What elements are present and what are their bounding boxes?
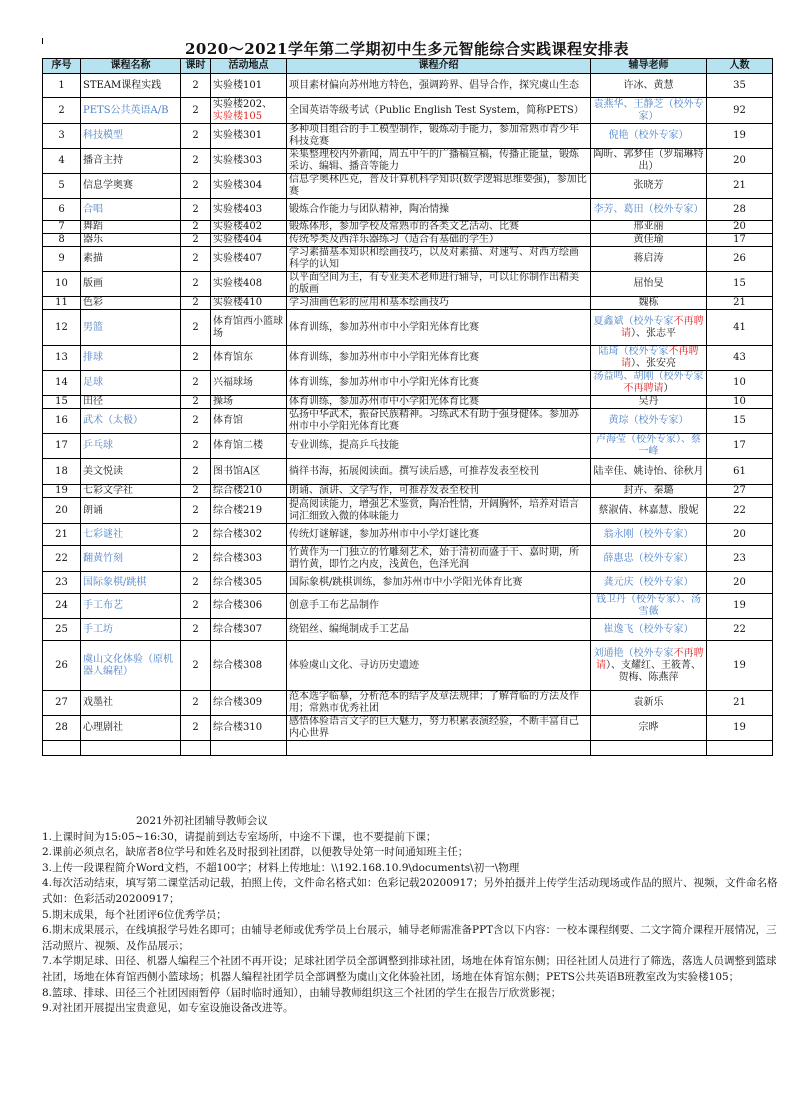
cell-place: 综合楼303 [211,546,287,572]
cell-place: 综合楼307 [211,619,287,641]
cell-count: 19 [707,594,773,619]
cell-no: 18 [43,459,81,485]
notes-heading: 2021外初社团辅导教师会议 [136,815,268,827]
empty-cell [707,741,773,756]
cell-no: 25 [43,619,81,641]
header-intro: 课程介绍 [287,59,591,74]
table-row [43,297,773,310]
cell-course-name: 信息学奥赛 [81,174,181,199]
teacher-name: 陆琦（校外专家 [598,346,669,357]
cell-hours: 2 [181,310,211,346]
table-row [43,346,773,371]
cell-place: 实验楼304 [211,174,287,199]
cell-teacher: 屈怡旻 [591,272,707,297]
cell-hours: 2 [181,619,211,641]
cell-place: 实验楼403 [211,199,287,221]
note-item: 2.课前必须点名，缺席者8位学号和姓名及时报到社团群，以便教导处第一时间通知班主任； [42,846,469,859]
table-row [43,272,773,297]
cell-intro: 项目素材偏向苏州地方特色，强调跨界、倡导合作，探究虞山生态 [287,74,591,98]
cell-no: 4 [43,149,81,174]
place-line-changed: 实验楼105 [213,110,263,122]
teacher-name: 夏鑫斌（校外专家 [593,315,674,327]
cell-no: 5 [43,174,81,199]
cell-hours: 2 [181,174,211,199]
table-header-row [43,59,773,74]
table-body [43,74,773,756]
cell-course-name: PETS公共英语A/B [81,98,181,124]
cell-intro: 徜徉书海，拓展阅读面。撰写读后感，可推荐发表至校刊 [287,459,591,485]
cell-place: 实验楼301 [211,124,287,149]
cell-count: 15 [707,272,773,297]
cell-count: 61 [707,459,773,485]
table-row [43,310,773,346]
cell-teacher [591,641,707,691]
cell-course-name: 色彩 [81,297,181,310]
cell-count: 19 [707,641,773,691]
cell-hours: 2 [181,247,211,272]
cell-hours: 2 [181,272,211,297]
empty-cell [287,741,591,756]
cell-no: 12 [43,310,81,346]
cell-count: 20 [707,572,773,594]
cell-teacher: 钱卫丹（校外专家）、汤雪薇 [591,594,707,619]
teacher-name: 汤益鸣、胡刚（校外专家 [593,371,704,382]
cell-course-name: 美文悦读 [81,459,181,485]
cell-place: 图书馆A区 [211,459,287,485]
cell-count: 10 [707,371,773,396]
cell-hours: 2 [181,149,211,174]
cell-no: 27 [43,691,81,716]
cell-intro: 采集整理校内外新闻，周五中午的广播稿宣稿，传播正能量，锻炼采访、编辑、播音等能力 [287,149,591,174]
cell-count: 92 [707,98,773,124]
cell-hours: 2 [181,498,211,524]
table-row [43,396,773,409]
cell-count: 35 [707,74,773,98]
header-place: 活动地点 [211,59,287,74]
cell-teacher: 袁燕华、王静芝（校外专家） [591,98,707,124]
cell-count: 21 [707,297,773,310]
cell-hours: 2 [181,641,211,691]
cell-place: 体育馆 [211,409,287,434]
cell-hours: 2 [181,594,211,619]
table-row [43,716,773,741]
cell-teacher: 卢海莹（校外专家）、蔡一峰 [591,434,707,459]
cell-place: 综合楼305 [211,572,287,594]
empty-row [43,741,773,756]
cell-place: 实验楼407 [211,247,287,272]
table-row [43,641,773,691]
cell-teacher [591,371,707,396]
cell-course-name: 足球 [81,371,181,396]
not-rehired-note: 不再聘请 [623,383,664,394]
table-row [43,572,773,594]
cell-hours: 2 [181,234,211,247]
cell-place: 体育馆二楼 [211,434,287,459]
header-count: 人数 [707,59,773,74]
teacher-name-tail: ） [663,383,674,394]
teacher-name: 刘通艳（校外专家 [593,647,674,659]
cell-hours: 2 [181,572,211,594]
cell-teacher: 蒋启涛 [591,247,707,272]
cell-no: 13 [43,346,81,371]
cell-teacher: 黄佳瑜 [591,234,707,247]
note-item: 9.对社团开展提出宝贵意见，如专室设施设备改进等。 [42,1002,294,1015]
table-row [43,247,773,272]
note-item: 7.本学期足球、田径、机器人编程三个社团不再开设；足球社团学员全部调整到排球社团，场地在体育馆东侧；田径社团人员进行了筛选，落选人员调整到篮球社团，场地在体育馆西侧小篮球场；机器人编程社团学员全部调整为虞山文化体验社团，场地在体育馆东侧；PETS公共英语B班教室改为实验楼105； [42,955,777,983]
empty-cell [181,741,211,756]
cell-intro: 学习油画色彩的应用和基本绘画技巧 [287,297,591,310]
cell-teacher: 李芳、葛田（校外专家） [591,199,707,221]
cell-hours: 2 [181,716,211,741]
cell-count: 17 [707,434,773,459]
cell-no: 22 [43,546,81,572]
cell-intro: 学习素描基本知识和绘画技巧，以及对素描、对速写、对西方绘画科学的认知 [287,247,591,272]
cell-course-name: 翻黄竹刻 [81,546,181,572]
note-item: 8.篮球、排球、田径三个社团因雨暂停（届时临时通知），由辅导教师组织这三个社团的学生在报告厅欣赏影视； [42,986,562,999]
cell-course-name: STEAM课程实践 [81,74,181,98]
cell-course-name: 武术（太极） [81,409,181,434]
cell-count: 19 [707,716,773,741]
cell-teacher: 封卉、秦璐 [591,485,707,498]
cell-intro: 全国英语等级考试（Public English Test System，简称PETS） [287,98,591,124]
cell-intro: 传统琴类及西洋乐器练习（适合有基础的学生） [287,234,591,247]
cell-hours: 2 [181,485,211,498]
cell-hours: 2 [181,691,211,716]
note-item: 6.期末成果展示，在线填报学号姓名即可；由辅导老师或优秀学员上台展示，辅导老师需准备PPT含以下内容：一校本课程纲要、二文字简介课程开展情况，三活动照片、视频、及作品展示； [42,924,777,952]
table-row [43,485,773,498]
cell-count: 21 [707,691,773,716]
cell-intro: 竹黄作为一门独立的竹雕刻艺术，始于清初而盛于干、嘉时期，所谓竹黄，即竹之内皮，浅黄色，色泽光润 [287,546,591,572]
cell-teacher: 吴丹 [591,396,707,409]
empty-cell [81,741,181,756]
header-no: 序号 [43,59,81,74]
cell-count: 20 [707,221,773,234]
table-row [43,434,773,459]
cell-intro: 传统灯谜解谜，参加苏州市中小学灯谜比赛 [287,524,591,546]
cell-course-name: 手工布艺 [81,594,181,619]
cell-hours: 2 [181,459,211,485]
table-row [43,371,773,396]
cell-no: 17 [43,434,81,459]
cell-intro: 信息学奥林匹克，普及计算机科学知识(数学逻辑思维要强)，参加比赛 [287,174,591,199]
note-item: 3.上传一段课程简介Word文档，不超100字；材料上传地址：\\192.168.10.9\documents\初一\物理 [42,861,520,874]
cell-place: 体育馆西小篮球场 [211,310,287,346]
cell-teacher: 张晓芳 [591,174,707,199]
empty-cell [591,741,707,756]
cell-count: 43 [707,346,773,371]
cell-teacher: 倪艳（校外专家） [591,124,707,149]
cell-course-name: 手工坊 [81,619,181,641]
table-row [43,199,773,221]
note-item: 1.上课时间为15:05~16:30，请提前到达专室场所，中途不下课，也不要提前下课； [42,830,437,843]
cell-teacher [591,346,707,371]
cell-intro: 锻炼合作能力与团队精神，陶冶情操 [287,199,591,221]
empty-cell [43,741,81,756]
cell-course-name: 合唱 [81,199,181,221]
cell-no: 8 [43,234,81,247]
cell-intro: 创意手工布艺品制作 [287,594,591,619]
cell-teacher: 陶昕、郭梦佳（罗瑞琳特出） [591,149,707,174]
table-row [43,546,773,572]
cell-no: 16 [43,409,81,434]
cell-intro: 体验虞山文化、寻访历史遗迹 [287,641,591,691]
not-rehired-note: 不再聘请 [596,647,704,671]
cell-intro: 体育训练，参加苏州市中小学阳光体育比赛 [287,310,591,346]
cell-hours: 2 [181,98,211,124]
table-row [43,594,773,619]
cell-count: 26 [707,247,773,272]
cell-count: 22 [707,619,773,641]
cell-count: 17 [707,234,773,247]
header-hours: 课时 [181,59,211,74]
cell-course-name: 排球 [81,346,181,371]
cell-course-name: 乒乓球 [81,434,181,459]
cell-intro: 体育训练，参加苏州市中小学阳光体育比赛 [287,371,591,396]
cell-teacher: 袁新乐 [591,691,707,716]
cell-no: 6 [43,199,81,221]
cell-no: 28 [43,716,81,741]
cell-intro: 国际象棋/跳棋训练，参加苏州市中小学阳光体育比赛 [287,572,591,594]
cell-intro: 提高阅读能力，增强艺术鉴赏，陶冶性情，开阔胸怀，培养对语言词汇细致入微的体味能力 [287,498,591,524]
cell-course-name: 朗诵 [81,498,181,524]
cell-teacher: 崔逸飞（校外专家） [591,619,707,641]
cell-hours: 2 [181,297,211,310]
cell-place: 综合楼302 [211,524,287,546]
cell-hours: 2 [181,546,211,572]
cell-place: 综合楼310 [211,716,287,741]
cell-no: 15 [43,396,81,409]
cell-no: 23 [43,572,81,594]
cell-hours: 2 [181,396,211,409]
cell-intro: 以平面空间为主，有专业美术老师进行辅导，可以让你制作出精美的版画 [287,272,591,297]
cell-hours: 2 [181,371,211,396]
cell-teacher: 薛惠忠（校外专家） [591,546,707,572]
cell-no: 9 [43,247,81,272]
cell-teacher: 蔡淑倩、林嘉慧、殷妮 [591,498,707,524]
cell-course-name: 戏墨社 [81,691,181,716]
cell-course-name: 田径 [81,396,181,409]
cell-intro: 弘扬中华武术，振奋民族精神。习练武术有助于强身健体。参加苏州市中小学阳光体育比赛 [287,409,591,434]
table-row [43,524,773,546]
cell-course-name: 素描 [81,247,181,272]
header-teacher: 辅导老师 [591,59,707,74]
table-row [43,221,773,234]
cell-place: 综合楼219 [211,498,287,524]
cell-count: 20 [707,149,773,174]
cell-course-name: 版画 [81,272,181,297]
cell-teacher: 龚元庆（校外专家） [591,572,707,594]
table-row [43,174,773,199]
table-row [43,498,773,524]
cell-intro: 专业训练，提高乒乓技能 [287,434,591,459]
cell-place: 操场 [211,396,287,409]
cell-no: 14 [43,371,81,396]
cell-no: 7 [43,221,81,234]
cell-teacher: 翁永刚（校外专家） [591,524,707,546]
meeting-notes [42,814,782,1017]
cell-count: 21 [707,174,773,199]
cell-count: 10 [707,396,773,409]
cell-course-name: 国际象棋/跳棋 [81,572,181,594]
note-item: 5.期末成果，每个社团评6位优秀学员； [42,908,227,921]
cell-no: 20 [43,498,81,524]
cell-count: 27 [707,485,773,498]
page-title: 2020～2021学年第二学期初中生多元智能综合实践课程安排表 [185,40,629,58]
cell-place: 实验楼303 [211,149,287,174]
cell-place: 体育馆东 [211,346,287,371]
cell-place: 实验楼402 [211,221,287,234]
cell-intro: 范本选字临摹，分析范本的结字及章法规律；了解背临的方法及作用；常熟市优秀社团 [287,691,591,716]
cell-hours: 2 [181,346,211,371]
cell-count: 23 [707,546,773,572]
cell-intro: 感悟体验语言文字的巨大魅力，努力积累表演经验，不断丰富自己内心世界 [287,716,591,741]
cell-hours: 2 [181,221,211,234]
cell-intro: 体育训练，参加苏州市中小学阳光体育比赛 [287,346,591,371]
cell-course-name: 器乐 [81,234,181,247]
cell-count: 41 [707,310,773,346]
table-row [43,149,773,174]
cell-teacher: 魏栋 [591,297,707,310]
cell-hours: 2 [181,434,211,459]
cell-place: 实验楼410 [211,297,287,310]
cell-teacher: 黄琮（校外专家） [591,409,707,434]
cell-course-name: 七彩文学社 [81,485,181,498]
place-line: 实验楼202、 [213,98,273,110]
cell-course-name: 科技模型 [81,124,181,149]
cell-no: 2 [43,98,81,124]
cell-place: 综合楼309 [211,691,287,716]
table-row [43,619,773,641]
cell-course-name: 播音主持 [81,149,181,174]
cell-no: 3 [43,124,81,149]
cell-teacher: 陆幸佳、姚诗怡、徐秋月 [591,459,707,485]
cell-no: 11 [43,297,81,310]
empty-cell [211,741,287,756]
cell-place: 实验楼404 [211,234,287,247]
cell-count: 22 [707,498,773,524]
cell-intro: 朗诵、演讲、文学写作，可推荐发表至校刊 [287,485,591,498]
cell-teacher [591,310,707,346]
note-item: 4.每次活动结束，填写第二课堂活动记载，拍照上传，文件命名格式如：色彩记载20200917；另外拍摄并上传学生活动现场或作品的照片、视频，文件命名格式如：色彩活动20200917； [42,877,778,905]
cell-place: 实验楼408 [211,272,287,297]
cell-intro: 锻炼体形，参加学校及常熟市的各类文艺活动、比赛 [287,221,591,234]
cell-count: 20 [707,524,773,546]
cell-teacher: 宗晔 [591,716,707,741]
cell-place: 兴福球场 [211,371,287,396]
cell-place: 实验楼101 [211,74,287,98]
cell-no: 21 [43,524,81,546]
cell-no: 10 [43,272,81,297]
table-row [43,409,773,434]
cell-place [211,98,287,124]
cell-course-name: 心理剧社 [81,716,181,741]
teacher-name-tail: ）、支耀红、王筱菁、贺梅、陈燕萍 [606,659,701,683]
cell-hours: 2 [181,124,211,149]
cell-intro: 体育训练，参加苏州市中小学阳光体育比赛 [287,396,591,409]
cell-place: 综合楼210 [211,485,287,498]
header-course-name: 课程名称 [81,59,181,74]
table-row [43,691,773,716]
cell-course-name: 七彩谜社 [81,524,181,546]
teacher-name-tail: ）、张志平 [631,327,676,339]
cell-count: 15 [707,409,773,434]
cell-course-name: 舞蹈 [81,221,181,234]
cell-hours: 2 [181,199,211,221]
cell-course-name: 男篮 [81,310,181,346]
cell-count: 19 [707,124,773,149]
not-rehired-note: 不再聘请 [621,346,699,369]
cell-place: 综合楼306 [211,594,287,619]
cell-teacher: 邢亚丽 [591,221,707,234]
cell-teacher: 许冰、黄慧 [591,74,707,98]
table-row [43,98,773,124]
cell-course-name: 虞山文化体验（原机器人编程） [81,641,181,691]
cell-no: 1 [43,74,81,98]
schedule-table [42,58,773,756]
table-row [43,124,773,149]
cell-count: 28 [707,199,773,221]
cell-no: 19 [43,485,81,498]
not-rehired-note: 不再聘请 [621,315,704,339]
cell-hours: 2 [181,524,211,546]
cell-intro: 绕铝丝、编绳制成手工艺品 [287,619,591,641]
table-row [43,74,773,98]
cell-hours: 2 [181,409,211,434]
cell-hours: 2 [181,74,211,98]
table-row [43,234,773,247]
table-row [43,459,773,485]
cell-intro: 多种项目组合的手工模型制作，锻炼动手能力，参加常熟市青少年科技竞赛 [287,124,591,149]
cell-place: 综合楼308 [211,641,287,691]
teacher-name-tail: ）、张安亮 [631,358,676,369]
cell-no: 26 [43,641,81,691]
cell-no: 24 [43,594,81,619]
